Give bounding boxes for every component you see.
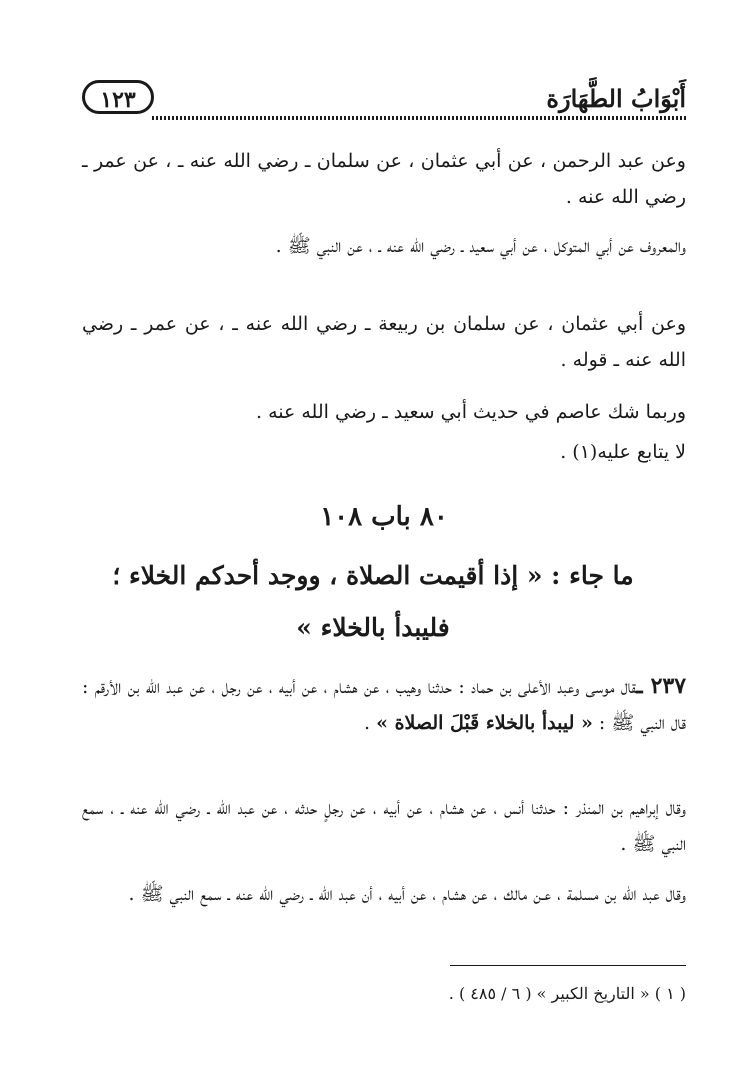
paragraph-text: والمعروف عن أبي المتوكل ، عن أبي سعيد ـ رضي الله عنه ـ ، عن النبي ﷺ .	[275, 235, 686, 257]
paragraph-3	[82, 306, 686, 378]
paragraph-text: وعن عبد الرحمن ، عن أبي عثمان ، عن سلمان ـ رضي الله عنه ـ ، عن عمر ـ رضي الله عنه .	[82, 150, 686, 208]
hadith-237	[82, 668, 686, 741]
hadith-number: ٢٣٧ ـ	[636, 673, 687, 699]
chapter-title-line-1: ما جاء : « إذا أقيمت الصلاة ، ووجد أحدكم الخلاء ؛	[112, 561, 634, 590]
paragraph-1	[82, 143, 686, 215]
page-header	[82, 80, 686, 122]
hadith-end: .	[363, 712, 377, 734]
paragraph-5	[82, 434, 686, 470]
chapter-number: ٨٠ باب ١٠٨	[320, 502, 448, 532]
footnote: ( ١ ) « التاريخ الكبير » ( ٦ / ٤٨٥ ) .	[448, 984, 686, 1003]
paragraph-2	[82, 228, 686, 264]
chapter-title-line-2: فليبدأ بالخلاء »	[296, 613, 450, 642]
paragraph-6	[82, 790, 686, 862]
paragraph-text: وقال عبد الله بن مسلمة ، عـن مالك ، عن هشام ، عن أبيه ، أن عبد الله ـ رضي الله عنه ـ سمع النبي ﷺ .	[128, 883, 686, 905]
paragraph-4	[82, 394, 686, 430]
page-number-badge: ١٢٣	[82, 80, 154, 114]
paragraph-text: وقال إبراهيم بن المنذر : حدثنا أنس ، عن هشام ، عن أبيه ، عن رجلٍ حدثه ، عن عبد الله ـ رضي الله عنه ـ ، سمع النبي ﷺ .	[82, 797, 686, 855]
paragraph-text: وعن أبي عثمان ، عن سلمان بن ربيعة ـ رضي الله عنه ـ ، عن عمر ـ رضي الله عنه ـ قوله .	[82, 313, 686, 371]
paragraph-text: لا يتابع عليه(١) .	[560, 441, 686, 463]
hadith-isnad: قال موسى وعبد الأعلى بن حماد : حدثنا وهيب ، عن هشام ، عن أبيه ، عن رجل ، عن عبد الله بن الأرقم : قال النبي ﷺ :	[82, 676, 686, 734]
paragraph-text: وربما شك عاصم في حديث أبي سعيد ـ رضي الله عنه .	[255, 401, 686, 423]
hadith-matn: « ليبدأ بالخلاء قَبْلَ الصلاة »	[376, 712, 593, 734]
header-divider	[152, 116, 686, 120]
footnote-divider	[450, 965, 686, 966]
running-title: أَبْوَابُ الطَّهَارَة	[546, 84, 686, 113]
paragraph-7	[82, 876, 686, 912]
chapter-title	[60, 550, 686, 654]
